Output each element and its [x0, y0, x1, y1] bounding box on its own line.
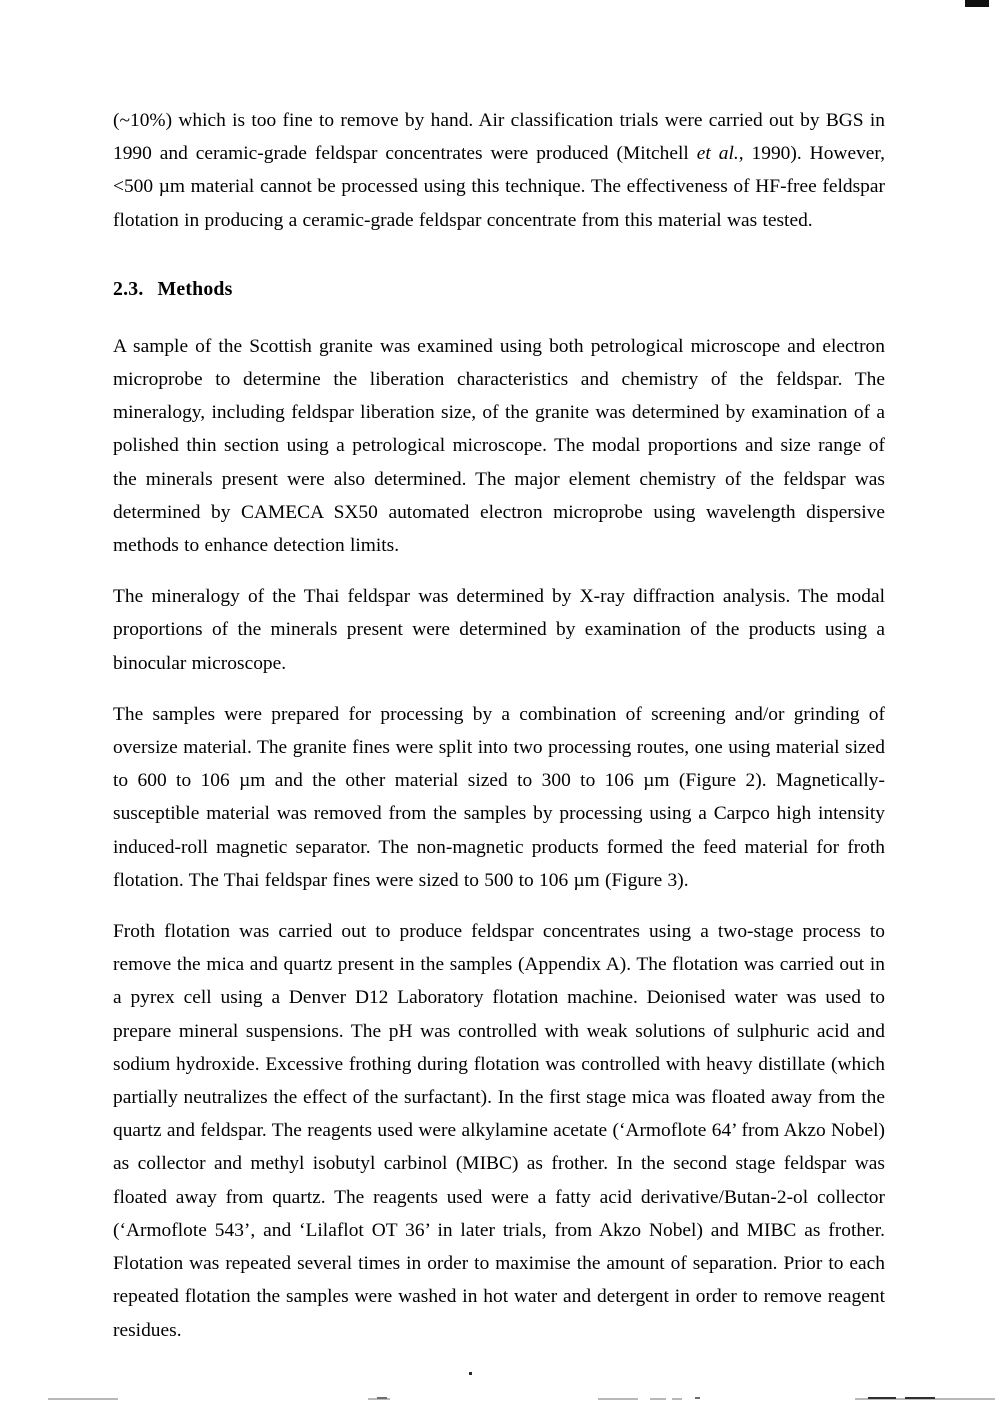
scan-edge-dash: [672, 1398, 682, 1400]
paragraph-intro: [113, 104, 885, 237]
paragraph-granite-examination: A sample of the Scottish granite was examined using both petrological microscope and electron microprobe to determine the liberation characteristics and chemistry of the feldspar. The mineralogy, including feldspar liberation size, of the granite was determined by examination of a polished thin section using a petrological microscope. The modal proportions and size range of the minerals present were also determined. The major element chemistry of the feldspar was determined by CAMECA SX50 automated electron microprobe using wavelength dispersive methods to enhance detection limits.: [113, 335, 885, 557]
scan-edge-dash: [598, 1398, 638, 1400]
scan-speck-icon: [469, 1372, 472, 1375]
scan-edge-dash: [650, 1398, 666, 1400]
citation-et-al: et al.: [696, 143, 739, 165]
scan-edge-dash: [905, 1397, 935, 1399]
paragraph-froth-flotation: Froth flotation was carried out to produce feldspar concentrates using a two-stage process to remove the mica and quartz present in the samples (Appendix A). The flotation was carried out in a pyrex cell using a Denver D12 Laboratory flotation machine. Deionised water was used to prepare mineral suspensions. The pH was controlled with weak solutions of sulphuric acid and sodium hydroxide. Excessive frothing during flotation was controlled with heavy distillate (which partially neutralizes the effect of the surfactant). In the first stage mica was floated away from the quartz and feldspar. The reagents used were alkylamine acetate (‘Armoflote 64’ from Akzo Nobel) as collector and methyl isobutyl carbinol (MIBC) as frother. In the second stage feldspar was floated away from quartz. The reagents used were a fatty acid derivative/Butan-2-ol collector (‘Armoflote 543’, and ‘Lilaflot OT 36’ in later trials, from Akzo Nobel) and MIBC as frother. Flotation was repeated several times in order to maximise the amount of separation. Prior to each repeated flotation the samples were washed in hot water and detergent in order to remove reagent residues.: [113, 921, 885, 1341]
section-title: Methods: [157, 277, 233, 300]
scan-edge-dash: [695, 1397, 700, 1399]
scan-edge-dash: [48, 1398, 118, 1400]
paragraph-intro-part1: (~10%) which is too fine to remove by hand. Air classification trials were carried out by BGS in 1990 and ceramic-grade feldspar concentrates were produced (Mitchell: [113, 110, 885, 165]
section-heading: [113, 275, 885, 303]
scan-edge-dash: [868, 1397, 896, 1399]
paragraph-thai-mineralogy: The mineralogy of the Thai feldspar was determined by X-ray diffraction analysis. The modal proportions of the minerals present were determined by examination of the products using a binocular microscope.: [113, 586, 885, 674]
scan-edge-dash: [377, 1397, 387, 1399]
section-number: 2.3.: [113, 277, 144, 300]
document-body: [113, 104, 885, 1347]
paragraph-sample-preparation: The samples were prepared for processing by a combination of screening and/or grinding of oversize material. The granite fines were split into two processing routes, one using material sized to 600 to 106 µm and the other material sized to 300 to 106 µm (Figure 2). Magnetically-susceptible material was removed from the samples by processing using a Carpco high intensity induced-roll magnetic separator. The non-magnetic products formed the feed material for froth flotation. The Thai feldspar fines were sized to 500 to 106 µm (Figure 3).: [113, 703, 885, 891]
scan-corner-mark-icon: [965, 0, 989, 7]
paragraph-intro-part2: , 1990). However, <500 µm material cannot be processed using this technique. The effectiveness of HF-free feldspar flotation in producing a ceramic-grade feldspar concentrate from this material was tested.: [113, 143, 885, 231]
